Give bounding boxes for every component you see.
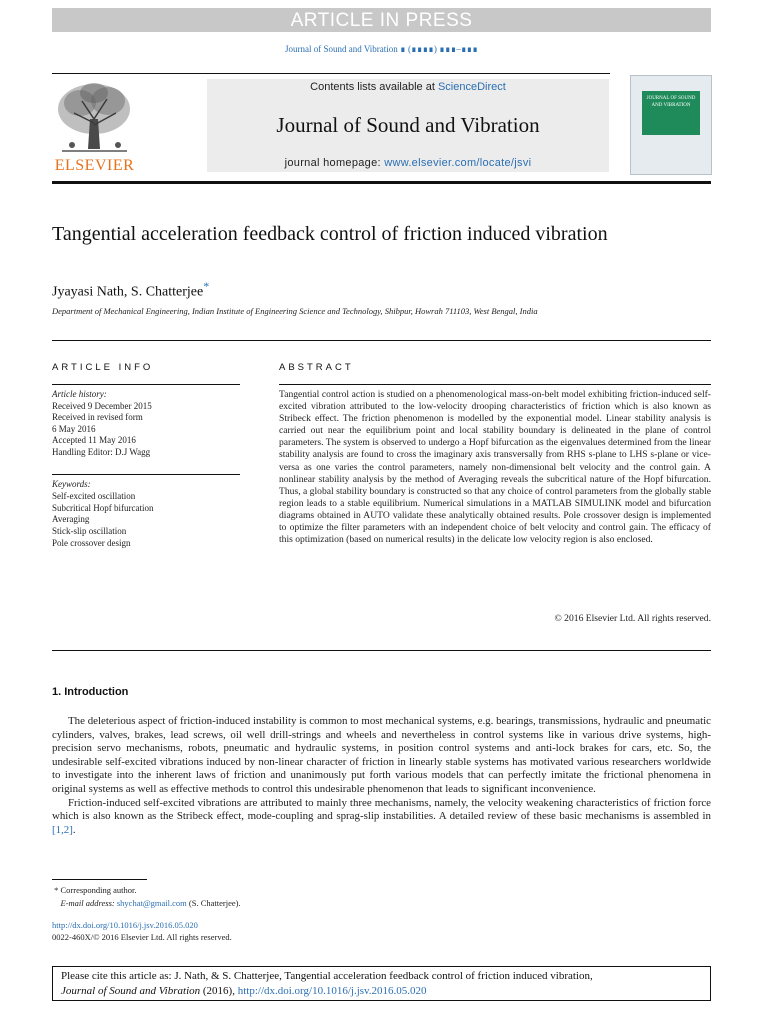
cover-title: JOURNAL OF SOUND AND VIBRATION (646, 96, 696, 108)
running-head[interactable]: Journal of Sound and Vibration ∎ (∎∎∎∎) ∎∎∎–∎∎∎ (284, 44, 478, 54)
keyword-item: Self-excited oscillation (52, 490, 136, 501)
info-top-rule (52, 340, 711, 341)
article-title: Tangential acceleration feedback control of friction induced vibration (52, 223, 608, 245)
footnote-mark: * (54, 885, 59, 895)
email-line (52, 897, 241, 910)
reference-link[interactable]: [1,2] (52, 823, 73, 836)
citation-line-2 (61, 984, 702, 999)
intro-paragraph-2 (52, 797, 711, 838)
history-item: Received 9 December 2015 (52, 400, 152, 411)
journal-homepage-line (207, 157, 609, 169)
keywords-label: Keywords: (52, 479, 91, 489)
keyword-item: Subcritical Hopf bifurcation (52, 502, 154, 513)
history-item: Accepted 11 May 2016 (52, 435, 136, 446)
header-top-rule (52, 73, 610, 74)
history-label: Article history: (52, 389, 107, 399)
abstract-text: Tangential control action is studied on a phenomenological mass-on-belt model exhibiting friction-induced self-excited vibration attributed to the low-velocity drooping characteristics of friction which is also known as Stribeck effect. The friction phenomenon is modelled by the exponential model. Linear stability analysis is carried out near the equilibrium point and local stability boundary is delineated in the plane of control parameters. The system is observed to undergo a Hopf bifurcation as the eigenvalues determined from the linear stability analysis are found to cross the imaginary axis transversally from RHS s-plane to LHS s-plane or vice-versa as one varies the control parameters, namely non-dimensional belt velocity and the control gain. A nonlinear stability analysis by the method of Averaging reveals the subcritical nature of the Hopf bifurcation. Thus, a global stability boundary is constructed so that any choice of control parameters from the globally stable region leads to a stable equilibrium. Numerical simulations in a MATLAB SIMULINK model and bifurcation diagrams obtained in AUTO validate these analytically obtained results. Pole crossover design is implemented to optimize the filter parameters with an independent choice of belt velocity and control gain. The efficacy of this optimization (based on numerical results) in the delicate low velocity region is also enclosed. (279, 389, 711, 546)
abstract-bottom-rule (52, 650, 711, 651)
journal-title: Journal of Sound and Vibration (276, 113, 540, 137)
email-label: E-mail address: (60, 897, 117, 908)
contents-line (207, 81, 609, 93)
introduction-body (52, 715, 711, 837)
corresponding-author-mark[interactable]: * (203, 279, 210, 293)
abstract-section-rule (279, 384, 711, 385)
email-link[interactable]: shychat@gmail.com (116, 897, 187, 908)
keyword-item: Averaging (52, 514, 90, 525)
corresponding-footnote (52, 884, 241, 909)
affiliation: Department of Mechanical Engineering, Indian Institute of Engineering Science and Technology, Shibpur, Howrah 711103, West Bengal, India (52, 306, 538, 316)
doi-block (52, 919, 232, 943)
history-item: Received in revised form (52, 412, 143, 423)
copyright-notice: © 2016 Elsevier Ltd. All rights reserved. (554, 613, 711, 624)
citation-line-1: Please cite this article as: J. Nath, & S. Chatterjee, Tangential acceleration feedback control of friction induced vibration, (61, 970, 593, 982)
citation-journal: Journal of Sound and Vibration (61, 985, 201, 997)
homepage-prefix: journal homepage: (284, 157, 385, 169)
citation-year: (2016), (200, 985, 238, 997)
header-bottom-rule (52, 181, 711, 184)
keywords-block (52, 479, 240, 550)
abstract-heading: ABSTRACT (279, 362, 354, 373)
doi-link[interactable]: http://dx.doi.org/10.1016/j.jsv.2016.05.020 (52, 920, 198, 930)
issn-line: 0022-460X/© 2016 Elsevier Ltd. All rights reserved. (52, 932, 232, 942)
corresponding-author-note (52, 884, 241, 897)
author-list (52, 279, 209, 301)
article-info-heading: ARTICLE INFO (52, 362, 154, 373)
contents-prefix: Contents lists available at (310, 81, 438, 93)
citation-box (52, 966, 711, 1001)
footnote-rule (52, 879, 147, 880)
footnote-text: Corresponding author. (58, 885, 137, 895)
keyword-item: Stick-slip oscillation (52, 526, 127, 537)
intro-paragraph-1: The deleterious aspect of friction-induced instability is common to most mechanical systems, e.g. bearings, transmissions, hydraulic and pneumatic cylinders, valves, brakes, lead screws, oil well drill-strings and wheels and nevertheless in control systems like in various drive systems, high-precision servo mechanisms, robots, pneumatic and hydraulic systems, in position control systems and anti-lock brakes for cars, etc. So, the undesirable self-excited vibrations induced by non-linear character of friction in linearly stable systems has motivated various researchers worldwide to investigate into the inherent laws of friction and unanimously put forth various models that can perfectly imitate the frictional phenomena in original systems as well as effective methods to control this undesirable phenomenon that leads to significant inconvenience. (52, 715, 711, 795)
history-item: Handling Editor: D.J Wagg (52, 446, 151, 457)
email-suffix: (S. Chatterjee). (186, 897, 241, 908)
journal-homepage-link[interactable]: www.elsevier.com/locate/jsvi (384, 157, 532, 169)
citation-doi-link[interactable]: http://dx.doi.org/10.1016/j.jsv.2016.05.020 (237, 985, 427, 997)
elsevier-tree-logo-icon (52, 79, 137, 157)
info-section-rule (52, 384, 240, 385)
introduction-heading: 1. Introduction (52, 686, 129, 698)
keywords-rule (52, 474, 240, 475)
sciencedirect-link[interactable]: ScienceDirect (437, 81, 506, 93)
journal-cover-image (630, 75, 712, 175)
elsevier-wordmark: ELSEVIER (54, 157, 135, 174)
article-in-press-banner: ARTICLE IN PRESS (52, 8, 711, 32)
intro-paragraph-2-text: Friction-induced self-excited vibrations are attributed to mainly three mechanisms, namely, the velocity weakening characteristics of friction force which is also known as the Stribeck effect, mode-coupling and sprag-slip instabilities. A detailed review of these basic mechanisms is assembled in (52, 796, 711, 823)
history-item: 6 May 2016 (52, 423, 96, 434)
keyword-item: Pole crossover design (52, 537, 131, 548)
intro-paragraph-2-end: . (72, 823, 76, 836)
article-history (52, 389, 240, 459)
author-names: Jyayasi Nath, S. Chatterjee (52, 284, 204, 300)
